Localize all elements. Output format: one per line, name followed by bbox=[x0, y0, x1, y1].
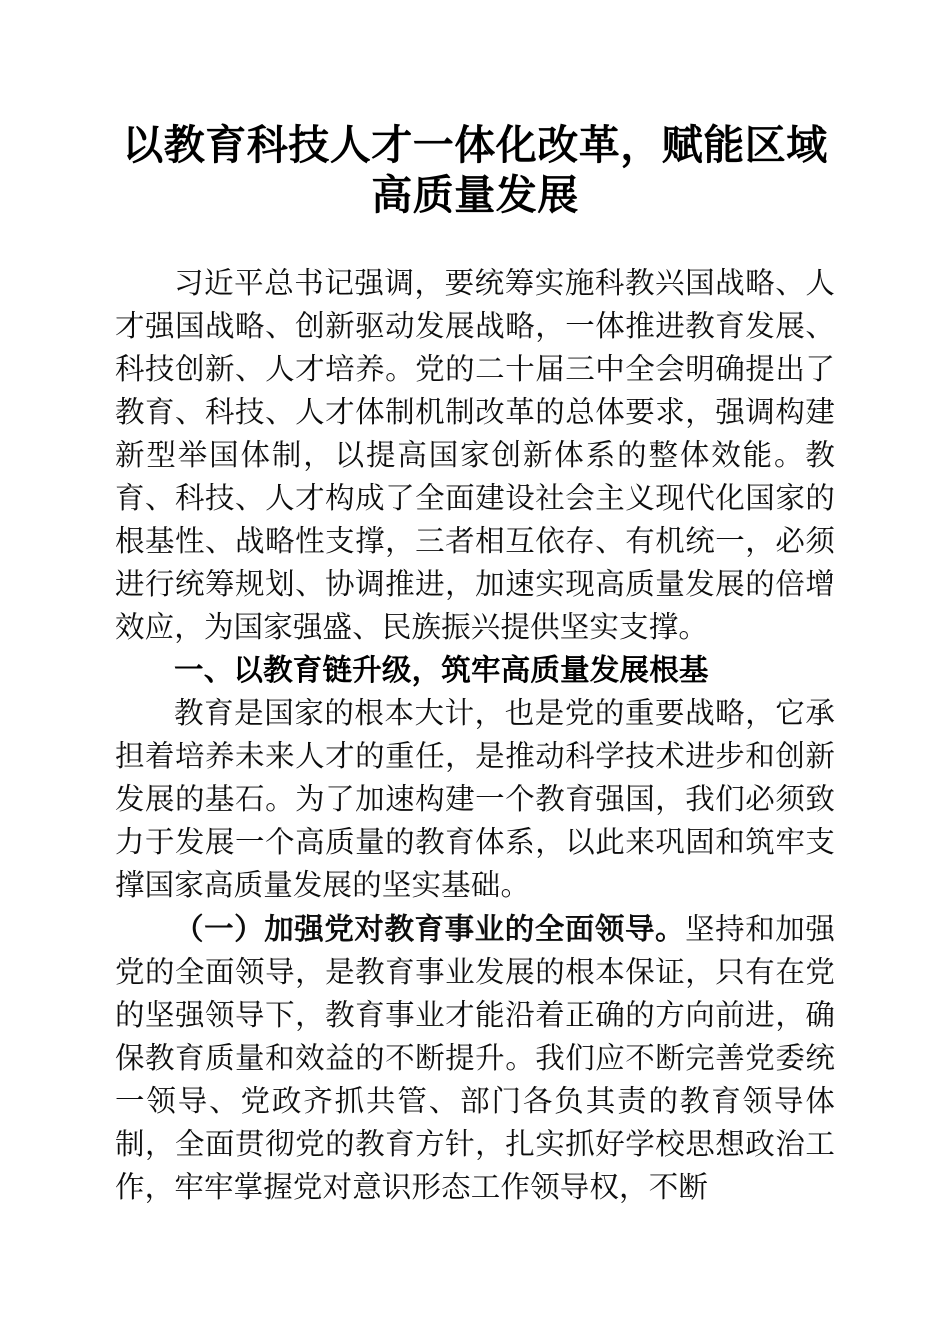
subsection-one-label: （一）加强党对教育事业的全面领导。 bbox=[174, 911, 686, 946]
page-title: 以教育科技人才一体化改革，赋能区域高质量发展 bbox=[122, 122, 828, 218]
intro-paragraph: 习近平总书记强调，要统筹实施科教兴国战略、人才强国战略、创新驱动发展战略，一体推进教育发展、科技创新、人才培养。党的二十届三中全会明确提出了教育、科技、人才体制机制改革的总体要求，强调构建新型举国体制，以提高国家创新体系的整体效能。教育、科技、人才构成了全面建设社会主义现代化国家的根基性、战略性支撑，三者相互依存、有机统一，必须进行统筹规划、协调推进，加速实现高质量发展的倍增效应，为国家强盛、民族振兴提供坚实支撑。 bbox=[115, 266, 835, 644]
subsection-one-body: 坚持和加强党的全面领导，是教育事业发展的根本保证，只有在党的坚强领导下，教育事业才能沿着正确的方向前进，确保教育质量和效益的不断提升。我们应不断完善党委统一领导、党政齐抓共管、部门各负其责的教育领导体制，全面贯彻党的教育方针，扎实抓好学校思想政治工作，牢牢掌握党对意识形态工作领导权，不断 bbox=[115, 912, 835, 1204]
subsection-one-paragraph bbox=[115, 907, 835, 1209]
section-heading-one: 一、以教育链升级，筑牢高质量发展根基 bbox=[174, 654, 709, 687]
document-content bbox=[115, 0, 835, 1344]
section-one-paragraph: 教育是国家的根本大计，也是党的重要战略，它承担着培养未来人才的重任，是推动科学技术进步和创新发展的基石。为了加速构建一个教育强国，我们必须致力于发展一个高质量的教育体系，以此来巩固和筑牢支撑国家高质量发展的坚实基础。 bbox=[115, 696, 835, 902]
bottom-spacer bbox=[115, 1209, 835, 1344]
